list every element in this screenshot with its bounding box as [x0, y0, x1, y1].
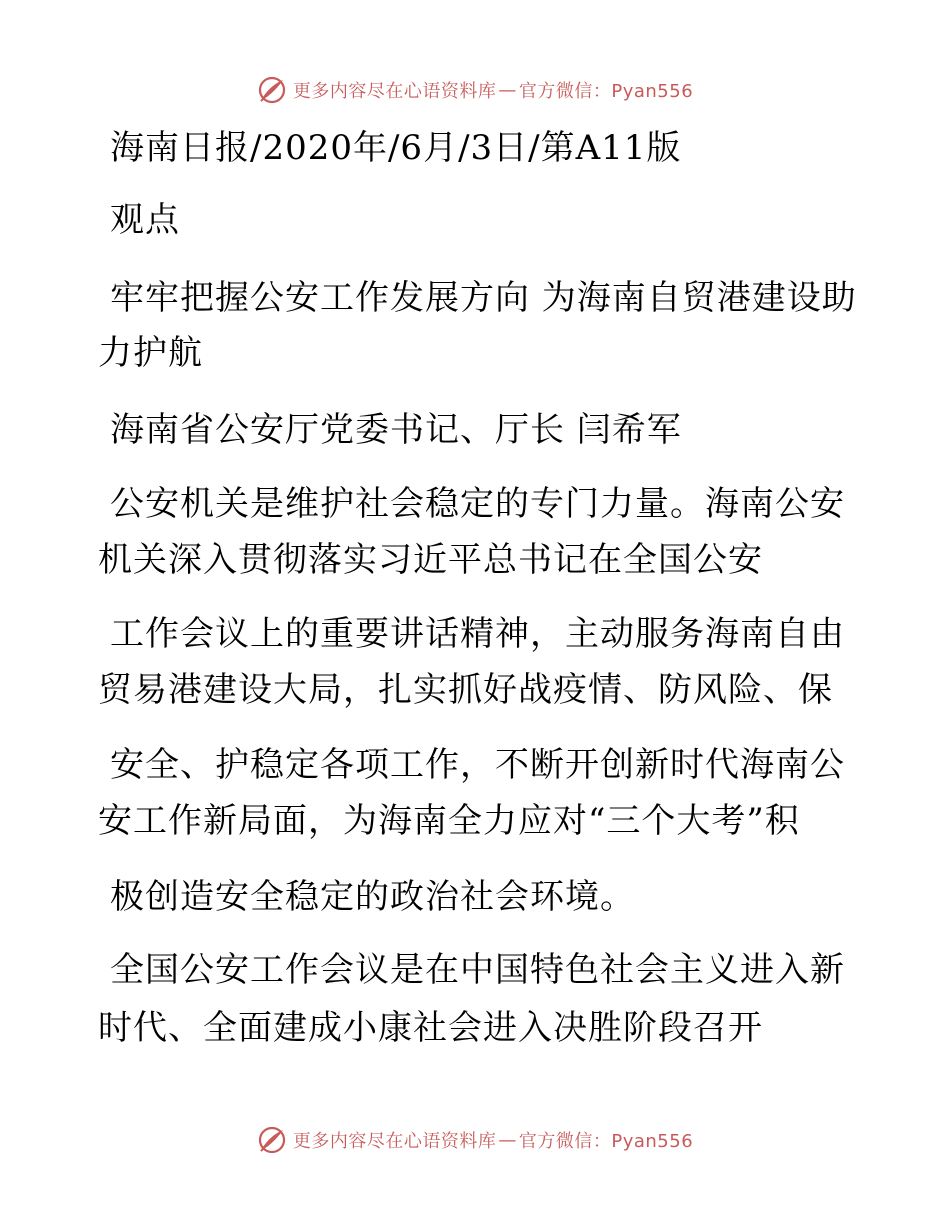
body-line: 安工作新局面，为海南全力应对“三个大考”积 — [98, 801, 800, 841]
body-line: 工作会议上的重要讲话精神，主动服务海南自由 — [110, 614, 845, 654]
body-line: 全国公安工作会议是在中国特色社会主义进入新 — [110, 950, 845, 990]
watermark-separator: — — [498, 1129, 517, 1151]
watermark-text: 更多内容尽在心语资料库 — [292, 1131, 497, 1152]
watermark-contact: 官方微信：Pyan556 — [518, 81, 694, 102]
section-label: 观点 — [110, 200, 180, 240]
watermark-text: 更多内容尽在心语资料库 — [292, 81, 497, 102]
byline: 海南省公安厅党委书记、厅长 闫希军 — [110, 410, 682, 450]
headline-line: 牢牢把握公安工作发展方向 为海南自贸港建设助 — [110, 278, 857, 318]
watermark-banner-bottom — [0, 1120, 950, 1160]
body-line: 安全、护稳定各项工作，不断开创新时代海南公 — [110, 745, 845, 785]
headline-line: 力护航 — [98, 333, 203, 373]
body-line: 公安机关是维护社会稳定的专门力量。海南公安 — [110, 484, 845, 524]
body-line: 机关深入贯彻落实习近平总书记在全国公安 — [98, 540, 763, 580]
body-line: 贸易港建设大局，扎实抓好战疫情、防风险、保 — [98, 670, 833, 710]
watermark-contact: 官方微信：Pyan556 — [518, 1131, 694, 1152]
source-line: 海南日报/2020年/6月/3日/第A11版 — [110, 128, 682, 168]
quill-logo-icon — [257, 1125, 287, 1155]
body-line: 时代、全面建成小康社会进入决胜阶段召开 — [98, 1008, 763, 1048]
body-line: 极创造安全稳定的政治社会环境。 — [110, 877, 635, 917]
watermark-separator: — — [498, 79, 517, 101]
